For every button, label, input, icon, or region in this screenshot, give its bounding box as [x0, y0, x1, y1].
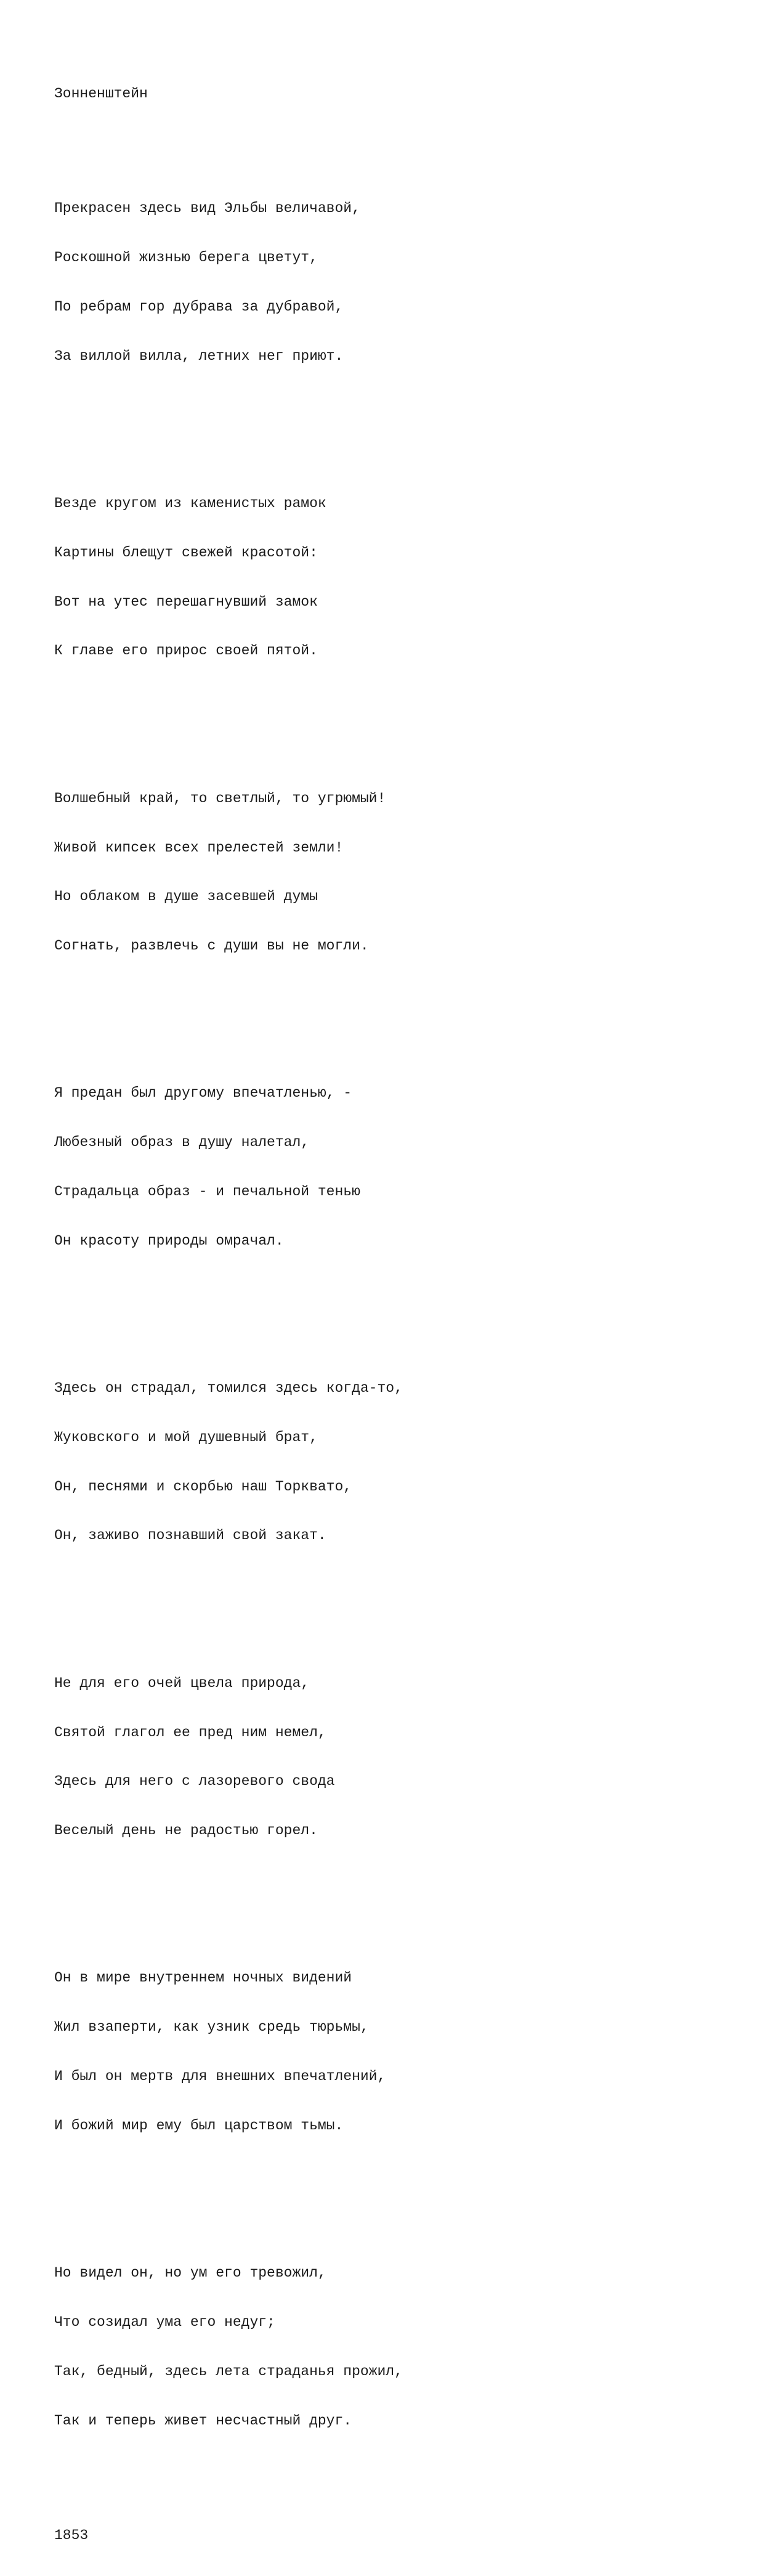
poem-line: Он, песнями и скорбью наш Торквато, — [54, 1478, 352, 1495]
poem — [54, 53, 403, 2576]
poem-line: Он в мире внутреннем ночных видений — [54, 1970, 352, 1986]
poem-line: Но видел он, но ум его тревожил, — [54, 2265, 326, 2281]
poem-line: Святой глагол ее пред ним немел, — [54, 1724, 326, 1741]
poem-line: Жуковского и мой душевный брат, — [54, 1429, 318, 1445]
poem-line: Здесь он страдал, томился здесь когда-то, — [54, 1380, 403, 1397]
poem-line: Волшебный край, то светлый, то угрюмый! — [54, 790, 386, 807]
poem-line: И был он мертв для внешних впечатлений, — [54, 2068, 386, 2085]
stanza — [54, 1643, 403, 1872]
poem-line: Он, заживо познавший свой закат. — [54, 1527, 326, 1544]
poem-line: Здесь для него с лазоревого свода — [54, 1773, 335, 1790]
poem-line: И божий мир ему был царством тьмы. — [54, 2117, 344, 2134]
poem-title: Зонненштейн — [54, 86, 148, 102]
stanza — [54, 758, 403, 987]
poem-line: Живой кипсек всех прелестей земли! — [54, 839, 344, 856]
stanza — [54, 1937, 403, 2166]
poem-line: За виллой вилла, летних нег приют. — [54, 347, 344, 364]
stanza — [54, 463, 403, 692]
poem-line: Так, бедный, здесь лета страданья прожил, — [54, 2363, 403, 2379]
poem-line: Вот на утес перешагнувший замок — [54, 593, 318, 610]
poem-line: Страдальца образ - и печальной тенью — [54, 1183, 360, 1200]
stanza — [54, 1347, 403, 1577]
poem-line: Прекрасен здесь вид Эльбы величавой, — [54, 200, 360, 217]
poem-line: Я предан был другому впечатленью, - — [54, 1085, 352, 1102]
poem-year: 1853 — [54, 2527, 89, 2543]
poem-line: Не для его очей цвела природа, — [54, 1675, 310, 1691]
poem-line: К главе его прирос своей пятой. — [54, 643, 318, 659]
stanza — [54, 2232, 403, 2461]
poem-line: Роскошной жизнью берега цветут, — [54, 250, 318, 266]
stanza — [54, 1052, 403, 1282]
poem-line: Везде кругом из каменистых рамок — [54, 495, 326, 512]
poem-line: Но облаком в душе засевшей думы — [54, 888, 318, 905]
stanza — [54, 168, 403, 397]
poem-line: Так и теперь живет несчастный друг. — [54, 2412, 352, 2429]
poem-line: Любезный образ в душу налетал, — [54, 1134, 310, 1151]
poem-line: По ребрам гор дубрава за дубравой, — [54, 298, 344, 315]
poem-line: Он красоту природы омрачал. — [54, 1232, 284, 1249]
poem-line: Согнать, развлечь с души вы не могли. — [54, 938, 369, 954]
poem-line: Что созидал ума его недуг; — [54, 2314, 275, 2330]
poem-line: Картины блещут свежей красотой: — [54, 544, 318, 561]
poem-line: Веселый день не радостью горел. — [54, 1822, 318, 1839]
poem-line: Жил взаперти, как узник средь тюрьмы, — [54, 2019, 369, 2036]
